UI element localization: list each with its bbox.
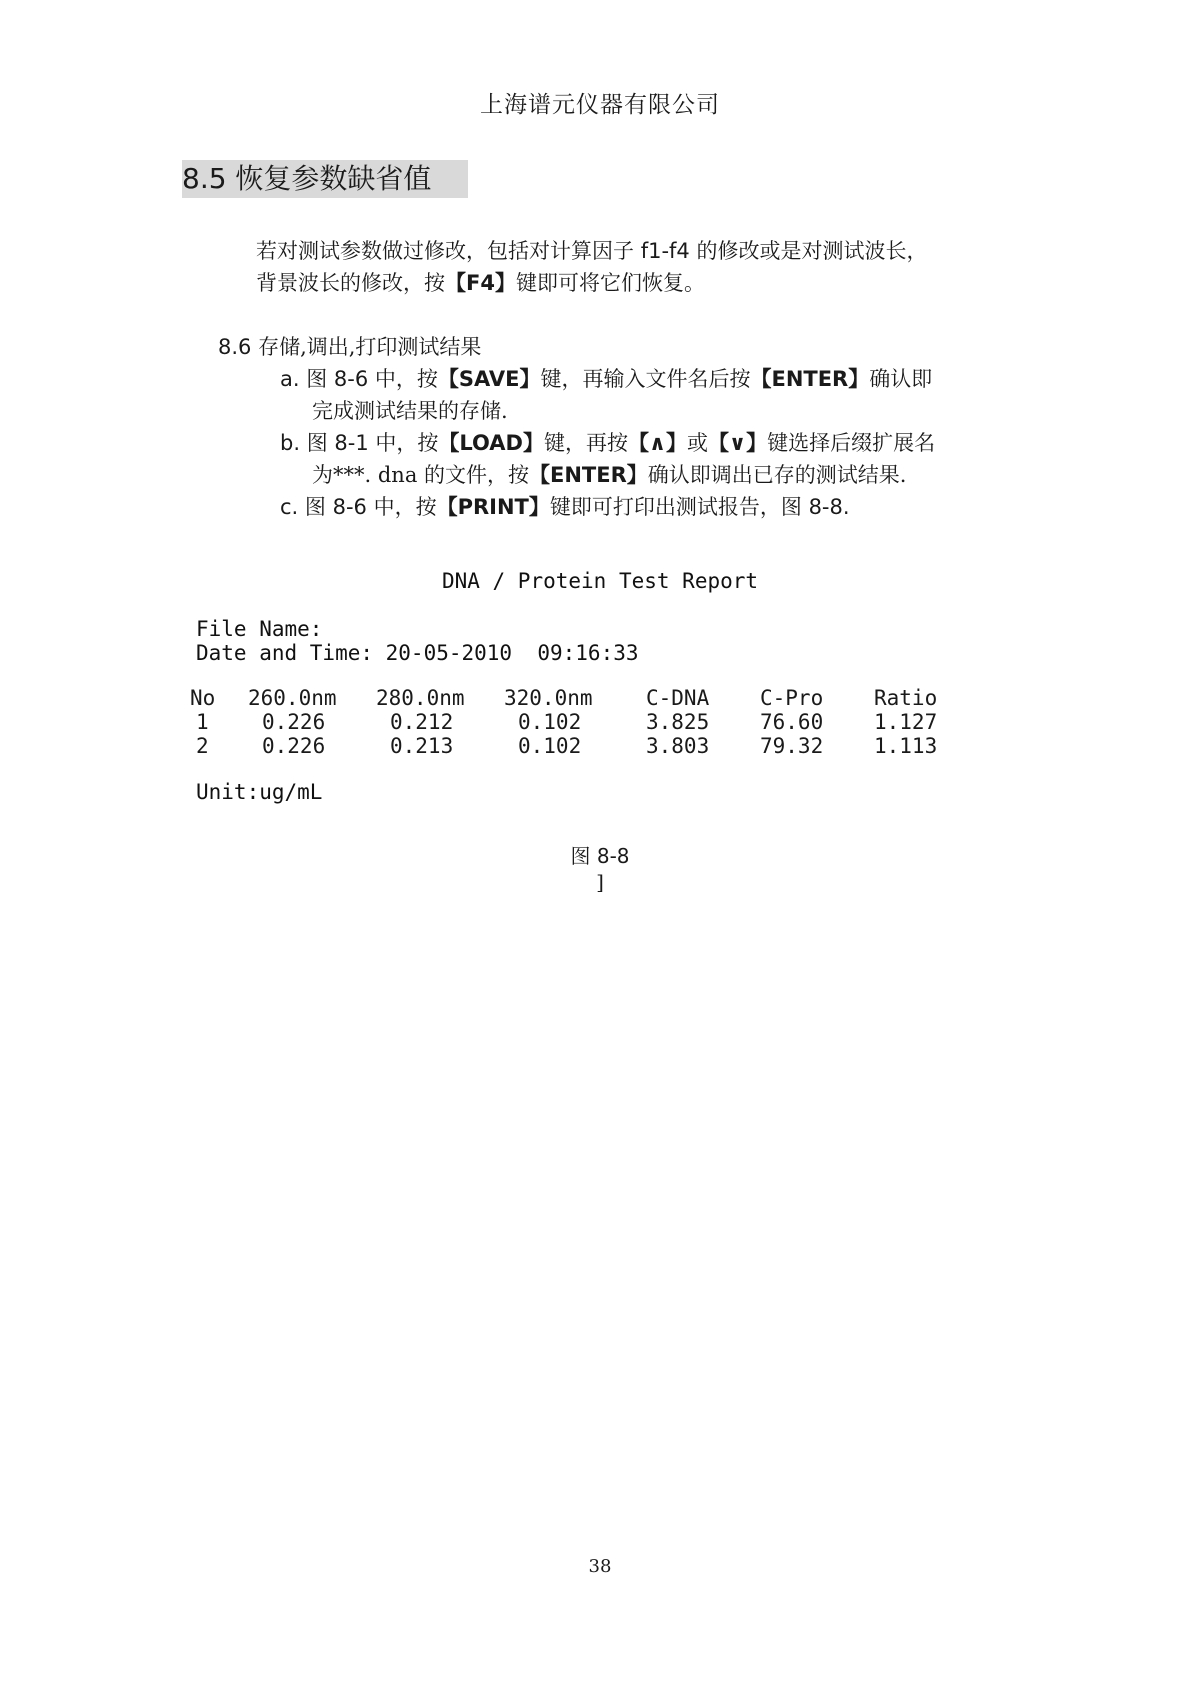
text: 中，按 [366, 495, 437, 519]
figure-number: 8-8 [596, 844, 630, 868]
report-unit: Unit:ug/mL [196, 780, 323, 804]
section-heading-8-6 [218, 331, 481, 361]
text: 键即可将它们恢复。 [515, 271, 705, 295]
text: . [842, 495, 850, 519]
column-header: C-DNA [646, 686, 710, 710]
text: 键选择后缀扩展名 [767, 431, 936, 455]
item-label: a. [280, 367, 300, 391]
column-header: No [190, 686, 216, 710]
report-header-row [190, 686, 964, 710]
list-item-c [280, 491, 1040, 523]
item-continuation [280, 459, 1040, 491]
report-table [190, 686, 964, 758]
key-save: 【SAVE】 [437, 367, 541, 391]
text: 或 [687, 431, 709, 455]
key-f4: 【F4】 [445, 271, 516, 295]
cell: 0.213 [390, 734, 454, 758]
stray-bracket: ] [596, 870, 604, 894]
text: 确认即 [869, 367, 933, 391]
cell: 0.102 [518, 710, 582, 734]
item-label: b. [280, 431, 301, 455]
text: 背景波长的修改，按 [256, 271, 445, 295]
section-number: 8.6 [218, 335, 252, 359]
text: 图 [299, 367, 334, 391]
section-8-5-paragraph [256, 235, 1046, 299]
figure-caption [0, 840, 1200, 869]
page-number: 38 [588, 1556, 612, 1577]
section-title: 存储,调出,打印测试结果 [251, 335, 482, 359]
list-item-b [280, 427, 1040, 491]
section-heading-8-5: 8.5 恢复参数缺省值 [182, 160, 468, 198]
table-row [190, 710, 964, 734]
key-up: 【∧】 [627, 431, 688, 455]
figure-ref: 8-1 [334, 431, 369, 455]
key-print: 【PRINT】 [436, 495, 550, 519]
list-item-a [280, 363, 1040, 427]
text: 若对测试参数做过修改，包括对计算因子 [256, 239, 641, 263]
figure-ref: 8-6 [332, 495, 367, 519]
key-down: 【∨】 [708, 431, 768, 455]
company-header: 上海谱元仪器有限公司 [480, 92, 720, 118]
text: 图 [570, 844, 597, 868]
text: 为***. dna 的文件，按 [312, 463, 530, 487]
cell: 3.803 [646, 734, 710, 758]
cell: 0.212 [390, 710, 454, 734]
paragraph-line-1 [256, 235, 1046, 267]
report-date-time: Date and Time: 20-05-2010 09:16:33 [196, 641, 639, 665]
cell: 3.825 [646, 710, 710, 734]
table-row [190, 734, 964, 758]
column-header: 280.0nm [376, 686, 465, 710]
cell: 1 [196, 710, 209, 734]
key-load: 【LOAD】 [438, 431, 544, 455]
cell: 0.102 [518, 734, 582, 758]
cell: 2 [196, 734, 209, 758]
text: 的修改或是对测试波长， [689, 239, 928, 263]
column-header: Ratio [874, 686, 938, 710]
key-enter: 【ENTER】 [529, 463, 648, 487]
cell: 79.32 [760, 734, 824, 758]
cell: 0.226 [262, 734, 326, 758]
key-enter: 【ENTER】 [750, 367, 870, 391]
text: 中，按 [368, 367, 438, 391]
report-title: DNA / Protein Test Report [441, 569, 759, 593]
item-continuation: 完成测试结果的存储. [312, 399, 508, 423]
column-header: C-Pro [760, 686, 824, 710]
paragraph-line-2 [256, 267, 1046, 299]
text: 确认即调出已存的测试结果. [647, 463, 907, 487]
text: 图 [300, 431, 335, 455]
column-header: 320.0nm [504, 686, 593, 710]
text: 中，按 [368, 431, 439, 455]
text: 键，再按 [543, 431, 628, 455]
cell: 1.113 [874, 734, 938, 758]
cell: 1.127 [874, 710, 938, 734]
factor-range: f1-f4 [640, 239, 690, 263]
text: 键即可打印出测试报告，图 [549, 495, 809, 519]
cell: 76.60 [760, 710, 824, 734]
text: 键，再输入文件名后按 [540, 367, 751, 391]
report-file-name: File Name: [196, 617, 323, 641]
text: 图 [298, 495, 333, 519]
cell: 0.226 [262, 710, 326, 734]
item-label: c. [280, 495, 299, 519]
column-header: 260.0nm [248, 686, 337, 710]
figure-ref: 8-8 [808, 495, 843, 519]
figure-ref: 8-6 [333, 367, 369, 391]
